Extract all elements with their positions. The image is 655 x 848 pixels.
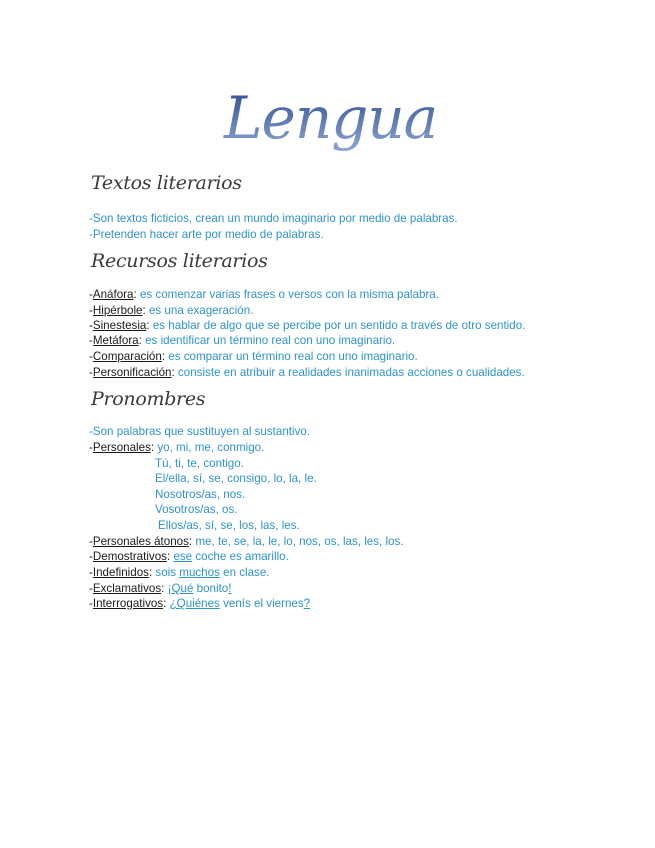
heading-pronombres: Pronombres	[91, 388, 206, 410]
def-anafora: es comenzar varias frases o versos con la misma palabra.	[139, 288, 439, 301]
term-anafora: Anáfora	[92, 288, 134, 301]
term-hiperbole: Hipérbole	[92, 304, 143, 317]
def-hiperbole: es una exageración.	[148, 304, 254, 317]
pronombres-atonos: -Personales átonos: me, te, se, la, le, lo, nos, os, las, les, los.	[89, 535, 404, 548]
heading-textos-literarios: Textos literarios	[91, 172, 242, 194]
pronombres-exclamativos: -Exclamativos: ¡Qué bonito!	[89, 582, 232, 595]
recurso-sinestesia: -Sinestesia: es hablar de algo que se percibe por un sentido a través de otro sentido.	[89, 319, 526, 332]
personales-line-6: Ellos/as, sí, se, los, las, les.	[158, 519, 300, 532]
personales-line-3: El/ella, sí, se, consigo, lo, la, le.	[155, 472, 317, 485]
exclamativos-open: ¡Qué	[167, 582, 194, 595]
pronombres-interrogativos: -Interrogativos: ¿Quiénes venís el viernes?	[89, 597, 311, 610]
textos-line-1: -Son textos ficticios, crean un mundo imaginario por medio de palabras.	[89, 212, 458, 225]
heading-recursos-literarios: Recursos literarios	[91, 250, 268, 272]
indefinidos-rest: en clase.	[223, 566, 270, 579]
pronombres-intro: -Son palabras que sustituyen al sustantivo.	[89, 425, 311, 438]
term-comparacion: Comparación	[92, 350, 162, 363]
def-metafora: es identificar un término real con uno imaginario.	[145, 334, 396, 347]
pronombres-indefinidos: -Indefinidos: sois muchos en clase.	[89, 566, 270, 579]
page-title	[220, 76, 438, 171]
term-personales: Personales	[92, 441, 151, 454]
term-indefinidos: Indefinidos	[92, 566, 149, 579]
demostrativos-highlight: ese	[173, 550, 193, 563]
def-personificacion: consiste en atribuir a realidades inanimadas acciones o cualidades.	[177, 366, 525, 379]
personales-line-2: Tú, ti, te, contigo.	[155, 457, 244, 470]
personales-line-1: yo, mi, me, conmigo.	[157, 441, 265, 454]
recurso-metafora: -Metáfora: es identificar un término real con uno imaginario.	[89, 334, 396, 347]
personales-line-4: Nosotros/as, nos.	[155, 488, 246, 501]
personales-line-5: Vosotros/as, os.	[155, 503, 238, 516]
exclamativos-close: !	[228, 582, 232, 595]
term-personificacion: Personificación	[92, 366, 172, 379]
interrogativos-mid: venís el viernes	[223, 597, 304, 610]
recurso-hiperbole: -Hipérbole: es una exageración.	[89, 304, 254, 317]
pronombres-personales: -Personales: yo, mi, me, conmigo.	[89, 441, 265, 454]
recurso-anafora: -Anáfora: es comenzar varias frases o versos con la misma palabra.	[89, 288, 439, 301]
interrogativos-open: ¿Quiénes	[169, 597, 220, 610]
recurso-comparacion: -Comparación: es comparar un término real con uno imaginario.	[89, 350, 418, 363]
term-exclamativos: Exclamativos	[92, 582, 162, 595]
indefinidos-pre: sois	[155, 566, 177, 579]
term-atonos: Personales átonos	[92, 535, 189, 548]
def-comparacion: es comparar un término real con uno imaginario.	[168, 350, 418, 363]
def-sinestesia: es hablar de algo que se percibe por un sentido a través de otro sentido.	[152, 319, 526, 332]
interrogativos-close: ?	[303, 597, 311, 610]
term-sinestesia: Sinestesia	[92, 319, 147, 332]
title-text: Lengua	[224, 84, 438, 152]
atonos-text: me, te, se, la, le, lo, nos, os, las, les, los.	[195, 535, 404, 548]
term-demostrativos: Demostrativos	[92, 550, 167, 563]
term-interrogativos: Interrogativos	[92, 597, 164, 610]
demostrativos-rest: coche es amarillo.	[195, 550, 289, 563]
term-metafora: Metáfora	[92, 334, 139, 347]
textos-line-2: -Pretenden hacer arte por medio de palabras.	[89, 228, 324, 241]
recurso-personificacion: -Personificación: consiste en atribuir a realidades inanimadas acciones o cualidades.	[89, 366, 525, 379]
pronombres-demostrativos: -Demostrativos: ese coche es amarillo.	[89, 550, 289, 563]
exclamativos-mid: bonito	[196, 582, 229, 595]
indefinidos-highlight: muchos	[179, 566, 220, 579]
title-lettering	[220, 76, 438, 171]
